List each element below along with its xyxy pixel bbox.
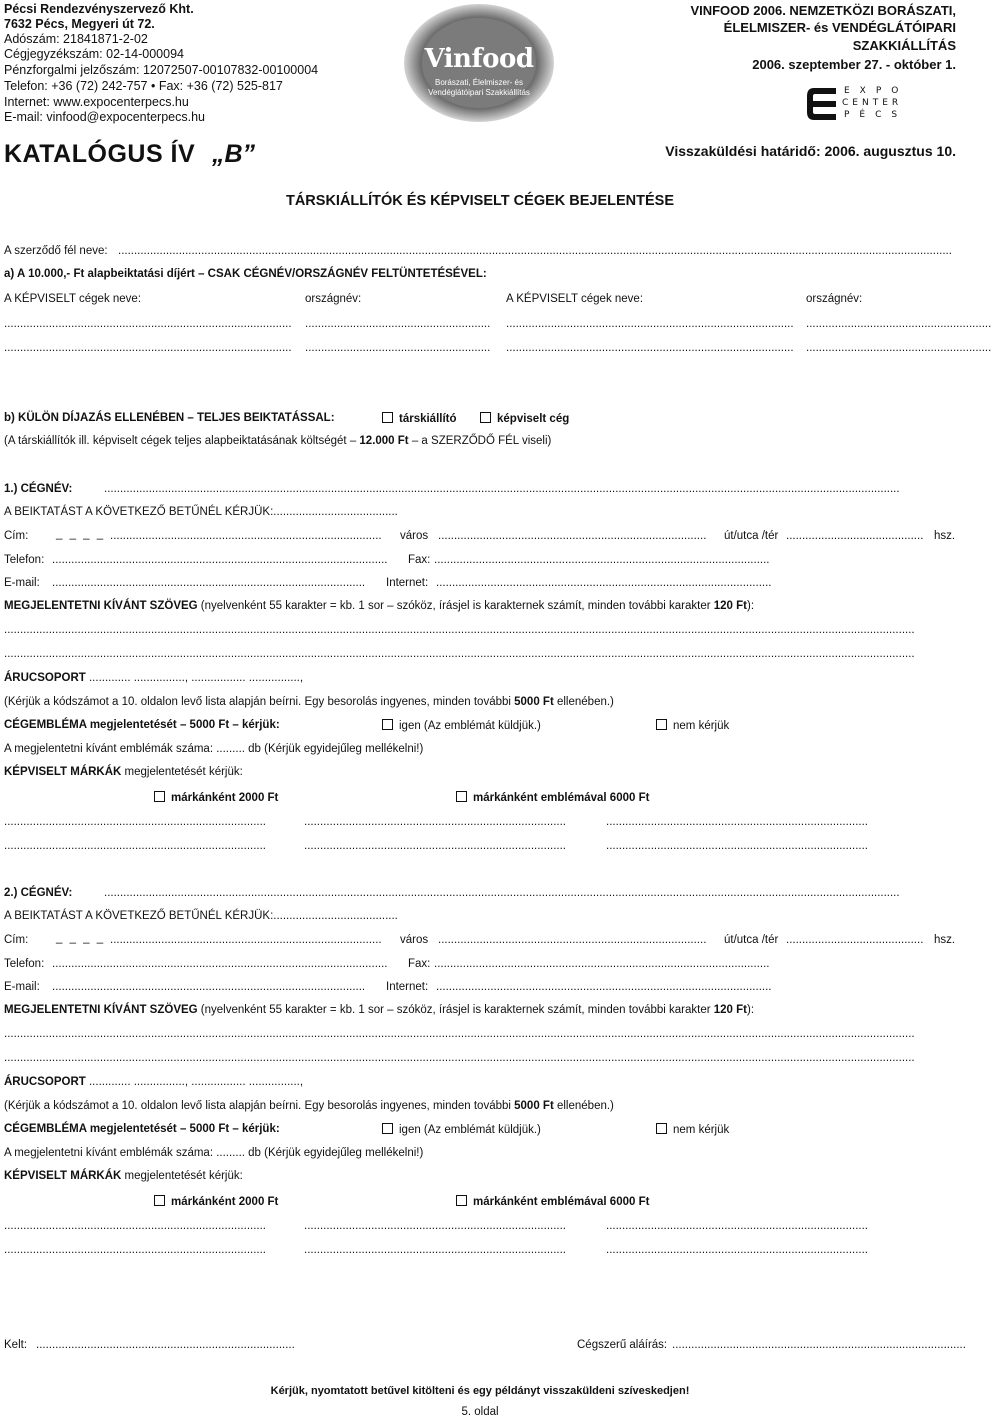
brand-field[interactable]: .................................................................................. (4, 1244, 266, 1256)
footer-note: Kérjük, nyomtatott betűvel kitölteni és egy példányt visszaküldeni szíveskedjen! (270, 1385, 690, 1397)
code-note (4, 1100, 614, 1112)
text-requirement-detail: (nyelvenként 55 karakter = kb. 1 sor – szóköz, írásjel is karakternek számít, minden további karakter (197, 600, 714, 612)
city-field[interactable]: .................................................................................... (438, 934, 707, 946)
brand-field[interactable]: .................................................................................. (606, 1244, 868, 1256)
address-label: Cím: (4, 934, 29, 946)
event-line-3: SZAKKIÁLLÍTÁS (852, 38, 956, 53)
code-note-text: (Kérjük a kódszámot a 10. oldalon levő lista alapján beírni. Egy besorolás ingyenes, minden további (4, 1100, 515, 1112)
fax-label: Fax: (408, 554, 431, 566)
code-note-text: (Kérjük a kódszámot a 10. oldalon levő lista alapján beírni. Egy besorolás ingyenes, minden további (4, 696, 515, 708)
brands-title: KÉPVISELT MÁRKÁK (4, 1170, 122, 1182)
expo-logo-row-1: EXPO (844, 86, 909, 96)
emblem-request (4, 719, 280, 731)
house-number-label: hsz. (934, 530, 956, 542)
expo-center-logo (806, 86, 958, 122)
emblem-amount: 5000 Ft (189, 1123, 230, 1135)
text-requirement-amount: 120 Ft (713, 1004, 747, 1016)
emblem-yes-label: igen (Az emblémát küldjük.) (399, 720, 541, 732)
street-label: út/utca /tér (724, 934, 779, 946)
brand-option-1-label: márkánként 2000 Ft (171, 792, 279, 804)
checkbox-icon[interactable] (382, 412, 393, 423)
text-requirement-detail: (nyelvenként 55 karakter = kb. 1 sor – szóköz, írásjel is karakternek számít, minden további karakter (197, 1004, 714, 1016)
text-requirement-title: MEGJELENTETNI KÍVÁNT SZÖVEG (4, 600, 198, 612)
brand-option-1-label: márkánként 2000 Ft (171, 1196, 279, 1208)
opt-represented[interactable] (480, 412, 569, 425)
event-line-1: VINFOOD 2006. NEMZETKÖZI BORÁSZATI, (690, 3, 956, 18)
col-company-2: A KÉPVISELT cégek neve: (506, 293, 644, 305)
street-field[interactable]: ........................................... (786, 934, 924, 946)
brand-field[interactable]: .................................................................................. (304, 1244, 566, 1256)
emblem-text: megjelentetését – (86, 719, 190, 731)
address-label: Cím: (4, 530, 29, 542)
brands-text: megjelentetését kérjük: (121, 1170, 243, 1182)
logo-subtitle-1: Borászati, Élelmiszer- és (434, 78, 524, 87)
text-requirement (4, 600, 754, 612)
street-label: út/utca /tér (724, 530, 779, 542)
opt-co-exhibitor-label: társkiállító (399, 413, 457, 425)
entry-block-1 (0, 483, 960, 863)
email-field[interactable]: .................................................................................................. (52, 981, 366, 993)
vinfood-logo (404, 4, 554, 122)
text-requirement-detail: ): (747, 600, 755, 612)
emblem-count[interactable]: A megjelentetni kívánt emblémák száma: ......... db (Kérjük egyidejűleg mellékelni!) (4, 743, 424, 755)
product-group-row (4, 672, 303, 684)
brand-option-1[interactable] (154, 791, 278, 804)
code-note-amount: 5000 Ft (514, 1100, 554, 1112)
entry-company-field[interactable]: ......................................................................................................................................................................................................................................................... (104, 483, 900, 495)
emblem-title: CÉGEMBLÉMA (4, 719, 87, 731)
order-letter-field[interactable]: ....................................... (273, 910, 398, 922)
code-note-amount: 5000 Ft (514, 696, 554, 708)
event-dates: 2006. szeptember 27. - október 1. (752, 57, 956, 72)
company-field[interactable]: .......................................................................................... (506, 318, 794, 330)
brand-field[interactable]: .................................................................................. (304, 840, 566, 852)
emblem-text: megjelentetését – (86, 1123, 190, 1135)
phone-field[interactable]: ......................................................................................................... (52, 554, 388, 566)
note-text: (A társkiállítók ill. képviselt cégek teljes alapbeiktatásának költségét – (4, 435, 360, 447)
city-label: város (400, 530, 429, 542)
postcode-blanks[interactable]: _ _ _ _ (56, 528, 106, 540)
street-field[interactable]: ........................................... (786, 530, 924, 542)
email-field[interactable]: .................................................................................................. (52, 577, 366, 589)
order-letter-label: A BEIKTATÁST A KÖVETKEZŐ BETŰNÉL KÉRJÜK: (4, 506, 274, 518)
order-letter-label: A BEIKTATÁST A KÖVETKEZŐ BETŰNÉL KÉRJÜK: (4, 910, 274, 922)
brands-text: megjelentetését kérjük: (121, 766, 243, 778)
internet-field[interactable]: ......................................................................................................... (436, 577, 772, 589)
brand-field[interactable]: .................................................................................. (4, 1220, 266, 1232)
emblem-amount: 5000 Ft (189, 719, 230, 731)
text-line-field[interactable]: ............................................................................................................................................................................................................................................................................................. (4, 1052, 915, 1064)
country-field[interactable]: .......................................................... (806, 342, 991, 354)
emblem-no-option[interactable] (656, 1123, 729, 1136)
col-country-1: országnév: (305, 293, 362, 305)
col-country-2: országnév: (806, 293, 863, 305)
signature-field[interactable]: ............................................................................................ (672, 1339, 966, 1351)
section-a-heading: a) A 10.000,- Ft alapbeiktatási díjért – CSAK CÉGNÉV/ORSZÁGNÉV FELTÜNTETÉSÉVEL: (4, 268, 487, 280)
logo-wordmark: Vinfood (424, 44, 534, 74)
company-field[interactable]: .......................................................................................... (4, 342, 292, 354)
brand-option-2-label: márkánként emblémával 6000 Ft (473, 1196, 650, 1208)
brand-field[interactable]: .................................................................................. (606, 1220, 868, 1232)
order-letter-row (4, 910, 398, 922)
brand-field[interactable]: .................................................................................. (304, 816, 566, 828)
org-email: E-mail: vinfood@expocenterpecs.hu (4, 110, 205, 124)
product-group-label: ÁRUCSOPORT (4, 1076, 86, 1088)
place-date-field[interactable]: ................................................................................. (36, 1339, 295, 1351)
phone-label: Telefon: (4, 958, 45, 970)
checkbox-icon[interactable] (456, 791, 467, 802)
text-requirement-title: MEGJELENTETNI KÍVÁNT SZÖVEG (4, 1004, 198, 1016)
org-name: Pécsi Rendezvényszervező Kht. (4, 2, 194, 16)
address-field[interactable]: ..................................................................................... (110, 934, 382, 946)
fax-field[interactable]: ......................................................................................................... (434, 554, 770, 566)
brand-field[interactable]: .................................................................................. (4, 840, 266, 852)
org-tax-number: Adószám: 21841871-2-02 (4, 32, 148, 46)
city-label: város (400, 934, 429, 946)
internet-label: Internet: (386, 577, 429, 589)
fax-label: Fax: (408, 958, 431, 970)
emblem-yes-label: igen (Az emblémát küldjük.) (399, 1124, 541, 1136)
order-letter-field[interactable]: ....................................... (273, 506, 398, 518)
code-note-text: ellenében.) (553, 696, 614, 708)
text-requirement (4, 1004, 754, 1016)
entry-block-2 (0, 887, 960, 1267)
emblem-request (4, 1123, 280, 1135)
product-group-label: ÁRUCSOPORT (4, 672, 86, 684)
expo-logo-row-2: CENTER (842, 98, 903, 108)
text-line-field[interactable]: ............................................................................................................................................................................................................................................................................................. (4, 624, 915, 636)
country-field[interactable]: .......................................................... (305, 318, 491, 330)
expo-logo-row-3: PÉCS (844, 110, 908, 120)
internet-label: Internet: (386, 981, 429, 993)
checkbox-icon[interactable] (154, 1195, 165, 1206)
checkbox-icon[interactable] (480, 412, 491, 423)
logo-subtitle-2: Vendéglátóipari Szakkiállítás (428, 88, 530, 97)
checkbox-icon[interactable] (656, 1123, 667, 1134)
phone-field[interactable]: ......................................................................................................... (52, 958, 388, 970)
brand-option-2[interactable] (456, 791, 649, 804)
emblem-yes-option[interactable] (382, 1123, 541, 1136)
checkbox-icon[interactable] (154, 791, 165, 802)
product-group-field[interactable]: ............. ................, ................. ................, (88, 672, 304, 684)
internet-field[interactable]: ......................................................................................................... (436, 981, 772, 993)
phone-label: Telefon: (4, 554, 45, 566)
emblem-count[interactable]: A megjelentetni kívánt emblémák száma: ......... db (Kérjük egyidejűleg mellékelni!) (4, 1147, 424, 1159)
text-requirement-amount: 120 Ft (713, 600, 747, 612)
note-amount: 12.000 Ft (359, 435, 409, 447)
col-company-1: A KÉPVISELT cégek neve: (4, 293, 142, 305)
org-address: 7632 Pécs, Megyeri út 72. (4, 17, 155, 31)
order-letter-row (4, 506, 398, 518)
brand-option-2-label: márkánként emblémával 6000 Ft (473, 792, 650, 804)
fax-field[interactable]: ......................................................................................................... (434, 958, 770, 970)
checkbox-icon[interactable] (382, 719, 393, 730)
contracting-party-label: A szerződő fél neve: (4, 245, 108, 257)
city-field[interactable]: .................................................................................... (438, 530, 707, 542)
code-note-text: ellenében.) (553, 1100, 614, 1112)
opt-co-exhibitor[interactable] (382, 412, 457, 425)
emblem-no-option[interactable] (656, 719, 729, 732)
page-number: 5. oldal (461, 1406, 499, 1418)
emblem-text: – kérjük: (229, 1123, 280, 1135)
emblem-yes-option[interactable] (382, 719, 541, 732)
brand-option-1[interactable] (154, 1195, 278, 1208)
opt-represented-label: képviselt cég (497, 413, 570, 425)
email-label: E-mail: (4, 981, 40, 993)
return-deadline: Visszaküldési határidő: 2006. augusztus 10. (665, 143, 956, 159)
text-requirement-detail: ): (747, 1004, 755, 1016)
catalog-letter: „B” (212, 140, 256, 168)
form-title: TÁRSKIÁLLÍTÓK ÉS KÉPVISELT CÉGEK BEJELENTÉSE (285, 193, 675, 209)
signature-label: Cégszerű aláírás: (577, 1339, 668, 1351)
section-b-note (4, 435, 551, 447)
org-internet: Internet: www.expocenterpecs.hu (4, 95, 189, 109)
catalog-title: KATALÓGUS ÍV (4, 140, 196, 168)
product-group-row (4, 1076, 303, 1088)
text-line-field[interactable]: ............................................................................................................................................................................................................................................................................................. (4, 648, 915, 660)
emblem-title: CÉGEMBLÉMA (4, 1123, 87, 1135)
brand-field[interactable]: .................................................................................. (4, 816, 266, 828)
org-bank: Pénzforgalmi jelzőszám: 12072507-00107832-00100004 (4, 63, 319, 77)
checkbox-icon[interactable] (656, 719, 667, 730)
org-phone: Telefon: +36 (72) 242-757 • Fax: +36 (72) 525-817 (4, 79, 283, 93)
product-group-field[interactable]: ............. ................, ................. ................, (88, 1076, 304, 1088)
section-b-heading: b) KÜLÖN DÍJAZÁS ELLENÉBEN – TELJES BEIKTATÁSSAL: (4, 412, 335, 424)
entry-company-label: 2.) CÉGNÉV: (4, 887, 73, 899)
country-field[interactable]: .......................................................... (806, 318, 991, 330)
brand-field[interactable]: .................................................................................. (304, 1220, 566, 1232)
event-line-2: ÉLELMISZER- és VENDÉGLÁTÓIPARI (723, 20, 956, 35)
brands-request (4, 766, 243, 778)
company-field[interactable]: .......................................................................................... (506, 342, 794, 354)
brands-request (4, 1170, 243, 1182)
contracting-party-field[interactable]: ..................................................................................................................................................................................................................................................................... (118, 245, 952, 257)
place-date-label: Kelt: (4, 1339, 28, 1351)
emblem-no-label: nem kérjük (673, 720, 730, 732)
brand-field[interactable]: .................................................................................. (606, 816, 868, 828)
postcode-blanks[interactable]: _ _ _ _ (56, 932, 106, 944)
org-company-reg: Cégjegyzékszám: 02-14-000094 (4, 47, 184, 61)
emblem-text: – kérjük: (229, 719, 280, 731)
emblem-no-label: nem kérjük (673, 1124, 730, 1136)
brand-option-2[interactable] (456, 1195, 649, 1208)
checkbox-icon[interactable] (382, 1123, 393, 1134)
country-field[interactable]: .......................................................... (305, 342, 491, 354)
checkbox-icon[interactable] (456, 1195, 467, 1206)
brand-field[interactable]: .................................................................................. (606, 840, 868, 852)
note-text: – a SZERZŐDŐ FÉL viseli) (408, 435, 552, 447)
email-label: E-mail: (4, 577, 40, 589)
entry-company-label: 1.) CÉGNÉV: (4, 483, 73, 495)
house-number-label: hsz. (934, 934, 956, 946)
entry-company-field[interactable]: ......................................................................................................................................................................................................................................................... (104, 887, 900, 899)
code-note (4, 696, 614, 708)
brands-title: KÉPVISELT MÁRKÁK (4, 766, 122, 778)
text-line-field[interactable]: ............................................................................................................................................................................................................................................................................................. (4, 1028, 915, 1040)
address-field[interactable]: ..................................................................................... (110, 530, 382, 542)
company-field[interactable]: .......................................................................................... (4, 318, 292, 330)
